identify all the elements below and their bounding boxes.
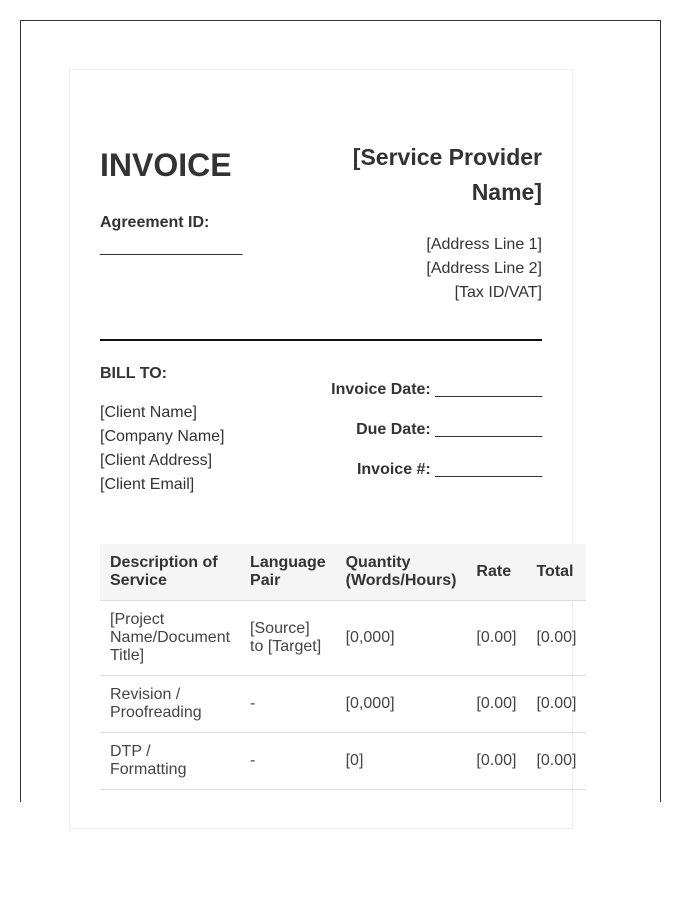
invoice-date-label: Invoice Date: xyxy=(331,381,431,398)
row-description: [Project Name/Document Title] xyxy=(100,601,240,676)
row-description: DTP / Formatting xyxy=(100,733,240,790)
row-total: [0.00] xyxy=(526,733,586,790)
row-quantity: [0,000] xyxy=(336,601,467,676)
client-details-block xyxy=(100,401,225,497)
row-quantity: [0,000] xyxy=(336,676,467,733)
client-address: [Client Address] xyxy=(100,452,213,469)
row-total: [0.00] xyxy=(526,601,586,676)
invoice-number-blank: ____________ xyxy=(435,461,542,478)
due-date-label: Due Date: xyxy=(356,421,431,438)
row-total: [0.00] xyxy=(526,676,586,733)
table-row xyxy=(100,601,586,676)
row-rate: [0.00] xyxy=(466,601,526,676)
invoice-number-row xyxy=(300,460,542,480)
due-date-blank: ____________ xyxy=(435,421,542,438)
bill-to-label: BILL TO: xyxy=(100,365,167,382)
table-row xyxy=(100,676,586,733)
row-language-pair: [Source] to [Target] xyxy=(240,601,336,676)
due-date-row xyxy=(300,420,542,440)
provider-address-line-2: [Address Line 2] xyxy=(426,260,542,277)
table-header-row xyxy=(100,544,586,601)
row-rate: [0.00] xyxy=(466,676,526,733)
invoice-title: INVOICE xyxy=(100,147,232,183)
client-email: [Client Email] xyxy=(100,476,195,493)
client-name: [Client Name] xyxy=(100,404,197,421)
provider-address-line-1: [Address Line 1] xyxy=(426,236,542,253)
invoice-date-row xyxy=(300,380,542,400)
header-quantity: Quantity (Words/Hours) xyxy=(336,544,467,601)
service-provider-name: [Service Provider Name] xyxy=(352,144,542,205)
invoice-date-blank: ____________ xyxy=(435,381,542,398)
row-rate: [0.00] xyxy=(466,733,526,790)
table-row xyxy=(100,733,586,790)
row-language-pair: - xyxy=(240,676,336,733)
company-name: [Company Name] xyxy=(100,428,225,445)
agreement-id-label: Agreement ID: xyxy=(100,214,210,231)
header-language-pair: Language Pair xyxy=(240,544,336,601)
provider-tax-id: [Tax ID/VAT] xyxy=(454,284,542,301)
header-rate: Rate xyxy=(466,544,526,601)
header-divider xyxy=(100,339,542,341)
header-total: Total xyxy=(526,544,586,601)
row-quantity: [0] xyxy=(336,733,467,790)
agreement-id-blank: ________________ xyxy=(100,239,243,256)
provider-address-block xyxy=(300,233,542,305)
services-table xyxy=(100,544,586,790)
row-language-pair: - xyxy=(240,733,336,790)
header-description: Description of Service xyxy=(100,544,240,601)
invoice-number-label: Invoice #: xyxy=(356,461,431,478)
row-description: Revision / Proofreading xyxy=(100,676,240,733)
